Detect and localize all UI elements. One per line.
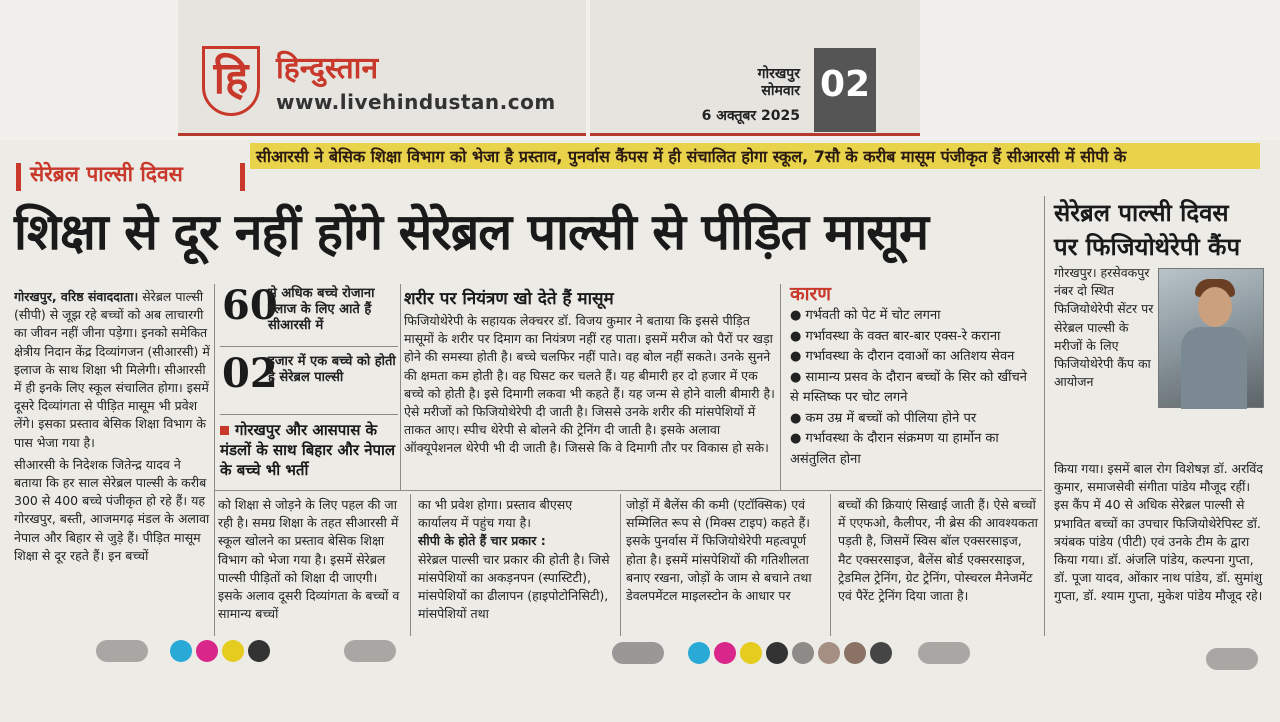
stat-1 [220,284,400,346]
registration-magenta [714,642,736,664]
side-text-bottom: किया गया। इसमें बाल रोग विशेषज्ञ डॉ. अरविंद कुमार, समाजसेवी संगीता पांडेय मौजूद रहीं। इस कैंप में 40 से अधिक सेरेब्रल पाल्सी से प्रभावित बच्चों का उपचार फिजियोथेरेपिस्ट डॉ. त्रयंबक पांडेय (पीटी) एवं उनके टीम के द्वारा किया गया। डॉ. अंजलि पांडेय, कल्पना गुप्ता, डॉ. पूजा यादव, ओंकार नाथ पांडेय, डॉ. सुमांशु गुप्ता, डॉ. श्याम गुप्ता, मुकेश पांडेय मौजूद रहे। [1054,461,1264,604]
col3-para-b: सेरेब्रल पाल्सी चार प्रकार की होती है। जिसे मांसपेशियों का अकड़नपन (स्पास्टिटी), मांसपेशियों का ढीलापन (हाइपोटोनिसिटी), मांसपेशियों तथा [418,551,610,622]
red-square-icon [220,426,229,435]
strap-bar [240,163,245,191]
camp-photo [1158,268,1264,408]
highlight-note [220,420,400,480]
cause-item: ● गर्भावस्था के दौरान दवाओं का अतिशय सेवन [790,349,1015,364]
column-3-lower [418,496,614,636]
registration-yellow [222,640,244,662]
stat-2-number: 02 [222,350,278,397]
stat-1-text: से अधिक बच्चे रोजाना इलाज के लिए आते हैं सीआरसी में [268,286,375,333]
side-title-line2: पर फिजियोथेरेपी कैंप [1054,233,1241,261]
cause-item: ● कम उम्र में बच्चों को पीलिया होने पर [790,410,977,426]
masthead-clip [178,0,586,136]
causes-title: कारण [790,283,832,305]
upper-section-rule [214,490,1042,491]
registration-black [870,642,892,664]
box-text: फिजियोथेरेपी के सहायक लेक्चरर डॉ. विजय कुमार ने बताया कि इससे पीड़ित मासूमों के शरीर पर दिमाग का नियंत्रण नहीं रह पाता। इसमें मरीज को पैरों पर खड़ा होने की समस्या होती है। बच्चे चलफिर नहीं पाते। वह बोल नहीं सकते। उनके सुनने की क्षमता कम होती है। वह घिसट कर चलते हैं। यह बीमारी हर दो हजार में एक बच्चे को होती है। इसे दिमागी लकवा भी कहते हैं। यह जन्म से होने वाली बीमारी है। ऐसे मरीजों को फिजियोथेरेपी दी जाती है। जिससे उनके शरीर की मांसपेशियों में ताकत आए। स्पीच थेरेपी से बोलने की ट्रेनिंग दी जाती है। इसके अलावा ऑक्यूपेशनल थेरेपी भी दी जाती है। जिससे कि वे दिमागी तौर पर विकास हो सके। [404,313,775,456]
dateline-clip [590,0,920,136]
cause-item: ● गर्भावस्था के दौरान संक्रमण या हार्मोन का असंतुलित होना [790,431,999,467]
headline: शिक्षा से दूर नहीं होंगे सेरेब्रल पाल्सी से पीड़ित मासूम [14,203,928,261]
registration-yellow [740,642,762,664]
cause-item: ● गर्भावस्था के वक्त बार-बार एक्स-रे कराना [790,328,1001,344]
registration-strip [0,638,1280,722]
dateline-city: गोरखपुर [757,66,800,82]
brand-name: हिन्दुस्तान [276,51,379,86]
dateline-date: 6 अक्तूबर 2025 [701,108,800,124]
column-2-lower: को शिक्षा से जोड़ने के लिए पहल की जा रही है। समग्र शिक्षा के तहत सीआरसी में स्कूल खोलने का प्रस्ताव बेसिक शिक्षा विभाग को भेजा गया है। इसमें सेरेब्रल पाल्सी पीड़ितों को शिक्षा दी जाएगी। इसके अलाव दूसरी दिव्यांगता के बच्चों व सामान्य बच्चों [218,497,400,622]
registration-pill [344,640,396,662]
side-text-top: गोरखपुर। हरसेवकपुर नंबर दो स्थित फिजियोथेरेपी सेंटर पर सेरेब्रल पाल्सी के मरीजों के लिए फिजियोथेरेपी कैंप का आयोजन [1054,265,1154,390]
box-title: शरीर पर नियंत्रण खो देते हैं मासूम [404,289,614,309]
highlight-text: गोरखपुर और आसपास के मंडलों के साथ बिहार और नेपाल के बच्चे भी भर्ती [220,421,396,479]
column-4-lower: जोड़ों में बैलेंस की कमी (एटॉक्सिक) एवं सम्मिलित रूप से (मिक्स टाइप) कहते हैं। इसके पुनर्वास में फिजियोथेरेपी महत्वपूर्ण होता है। इसमें मांसपेशियों की गतिशीलता बनाए रखना, जोड़ों के जाम से बचाने तथा डेवलपमेंटल माइलस्टोन के आधार पर [626,497,812,604]
col3-divider [620,494,621,636]
registration-magenta [196,640,218,662]
registration-black [248,640,270,662]
site-url: www.livehindustan.com [276,90,556,114]
col3-subhead: सीपी के होते हैं चार प्रकार : [418,533,546,549]
registration-cyan [170,640,192,662]
side-title [1054,196,1274,264]
col3-para-a: का भी प्रवेश होगा। प्रस्ताव बीएसए कार्यालय में पहुंच गया है। [418,497,573,531]
col1-para-b: सीआरसी के निदेशक जितेन्द्र यादव ने बताया कि हर साल सेरेब्रल पाल्सी के करीब 300 से 400 बच्चे पंजीकृत हो रहे हैं। यह गोरखपुर, बस्ती, आजमगढ़ मंडल के अलावा नेपाल और बिहार से जुड़े हैं। पीड़ित मासूम शिक्षा से दूर रहते हैं। इन बच्चों [14,456,210,563]
box-divider-right [780,284,781,490]
registration-pill [612,642,664,664]
registration-grey [844,642,866,664]
registration-grey [818,642,840,664]
column-5-lower: बच्चों की क्रियाएं सिखाई जाती हैं। ऐसे बच्चों में एएफओ, कैलीपर, नी ब्रेस की आवश्यकता पड़ती है, जिसमें स्विस बॉल एक्सरसाइज, मैट एक्सरसाइज, बैलेंस बोर्ड एक्सरसाइज, ट्रेडमिल ट्रेनिंग, ग्रेट ट्रेनिंग, पोस्चरल मैनेजमेंट एवं पैरेंट ट्रेनिंग दिया जाता है। [838,497,1038,604]
stat-divider [220,346,398,347]
registration-black [766,642,788,664]
side-title-line1: सेरेब्रल पाल्सी दिवस [1054,199,1229,227]
topic-label: सेरेब्रल पाल्सी दिवस [30,162,183,186]
stat-divider-2 [220,414,398,415]
dateline [650,66,800,125]
registration-pill [96,640,148,662]
column-1 [14,288,210,638]
registration-pill [918,642,970,664]
side-divider [1044,196,1045,636]
col1-divider [214,284,215,636]
page-number: 02 [814,48,876,132]
causes-list [788,306,1038,470]
strap-line: सीआरसी ने बेसिक शिक्षा विभाग को भेजा है प्रस्ताव, पुनर्वास कैंपस में ही संचालित होगा स्कूल, 7सौ के करीब मासूम पंजीकृत हैं सीआरसी में सीपी के [250,143,1260,169]
registration-grey [792,642,814,664]
child-body [1181,327,1247,409]
stat-2 [220,352,400,414]
byline: गोरखपुर, वरिष्ठ संवाददाता। [14,289,139,304]
col4-divider [830,494,831,636]
stat-1-number: 60 [222,282,278,329]
box-divider-left [400,284,401,490]
child-face [1198,287,1232,327]
dateline-day: सोमवार [761,83,800,99]
col1-para-a: सेरेब्रल पाल्सी (सीपी) से जूझ रहे बच्चों को अब लाचारगी का जीवन नहीं जीना पड़ेगा। इनको समेकित क्षेत्रीय निदान केंद्र दिव्यांगजन (सीआरसी) में इलाज के साथ शिक्षा भी मिलेगी। सीआरसी में ही इनके लिए स्कूल संचालित होगा। इसमें दूसरे दिव्यांगता से पीड़ित मासूम भी प्रवेश लेंगे। इसका प्रस्ताव बेसिक शिक्षा विभाग के पास भेजा गया है। [14,289,210,450]
registration-pill [1206,648,1258,670]
cause-item: ● सामान्य प्रसव के दौरान बच्चों के सिर को खींचने से मस्तिष्क पर चोट लगने [790,369,1027,405]
registration-cyan [688,642,710,664]
col2-divider [410,494,411,636]
hindustan-logo: हि [202,46,260,116]
stat-2-text: हजार में एक बच्चे को होती है सेरेब्रल पाल्सी [268,354,396,385]
cause-item: ● गर्भवती को पेट में चोट लगना [790,308,941,323]
topic-bar [16,163,21,191]
